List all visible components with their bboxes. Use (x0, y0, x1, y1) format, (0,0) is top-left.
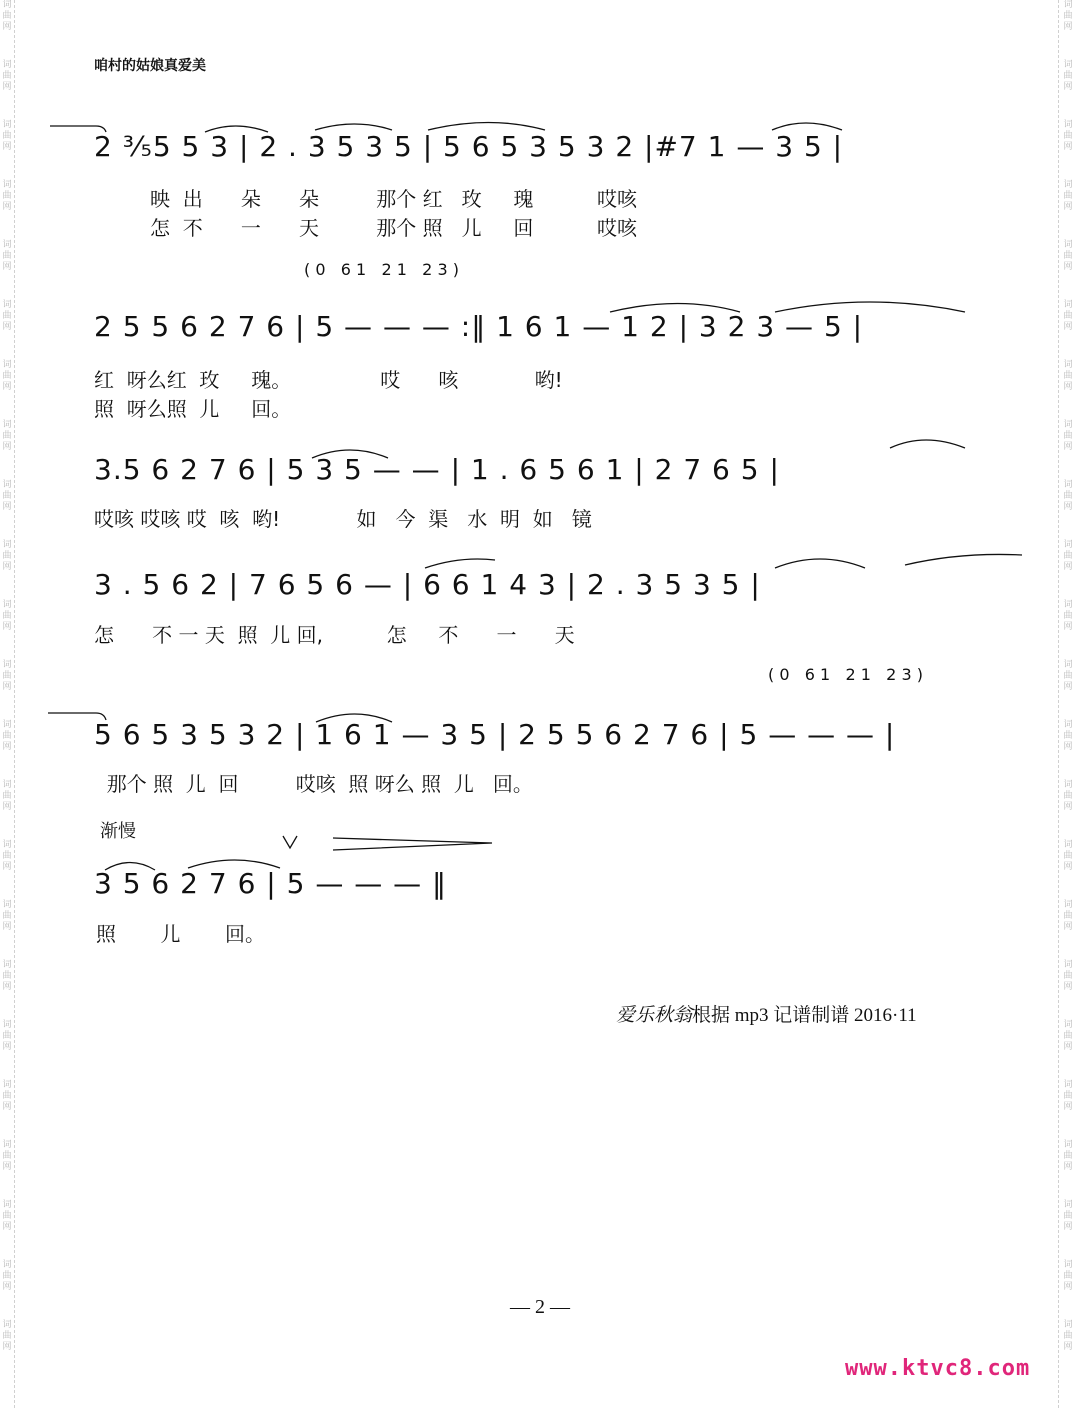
watermark-text: 词 曲 网 (1063, 780, 1073, 812)
slur-mark (50, 126, 106, 132)
watermark-text: 词 曲 网 (2, 720, 12, 752)
watermark-text: 词 曲 网 (2, 240, 12, 272)
watermark-text: 词 曲 网 (1063, 1080, 1073, 1112)
watermark-text: 词 曲 网 (1063, 480, 1073, 512)
slur-mark (205, 126, 268, 132)
watermark-text: 词 曲 网 (1063, 1020, 1073, 1052)
system-5-lyrics: 那个 照 儿 回 哎咳 照 呀么 照 儿 回。 (94, 772, 533, 796)
watermark-text: 词 曲 网 (2, 660, 12, 692)
slur-mark (428, 123, 545, 131)
watermark-text: 词 曲 网 (1063, 120, 1073, 152)
slur-mark (905, 554, 1022, 565)
page-number: — 2 — (510, 1296, 570, 1318)
slur-mark (772, 123, 842, 130)
transcriber-credit (616, 1000, 917, 1027)
watermark-text: 词 曲 网 (2, 1140, 12, 1172)
system-5-notes: 5 6 5 3 5 3 2 | 1 6 1 — 3 5 | 2 5 5 6 2 7 6 | 5 — — — | (94, 718, 896, 751)
site-logo: www.ktvc8.com (845, 1356, 1031, 1381)
slur-mark (890, 440, 965, 448)
slur-mark (105, 863, 155, 871)
watermark-text: 词 曲 网 (2, 1020, 12, 1052)
watermark-text: 词 曲 网 (2, 960, 12, 992)
watermark-text: 词 曲 网 (2, 480, 12, 512)
watermark-text: 词 曲 网 (1063, 960, 1073, 992)
system-6-notes: 3 5 6 2 7 6 | 5 — — — ‖ (94, 867, 448, 900)
system-2-lyrics-verse-2: 照 呀么照 儿 回。 (94, 397, 292, 421)
watermark-text: 词 曲 网 (2, 900, 12, 932)
system-1-lyrics-verse-2: 怎 不 一 天 那个 照 儿 回 哎咳 (150, 216, 638, 240)
slur-mark (775, 559, 865, 568)
system-5-interlude: ( 0 6 1 2 1 2 3 ) (768, 665, 923, 684)
breath-mark (283, 836, 297, 848)
watermark-text: 词 曲 网 (2, 60, 12, 92)
system-1-notes: 2 ³⁄₅5 5 3 | 2 . 3 5 3 5 | 5 6 5 3 5 3 2 |#7 1 — 3 5 | (94, 130, 844, 163)
watermark-text: 词 曲 网 (1063, 360, 1073, 392)
system-3-lyrics: 哎咳 哎咳 哎 咳 哟! 如 今 渠 水 明 如 镜 (94, 507, 592, 531)
watermark-text: 词 曲 网 (2, 300, 12, 332)
watermark-text: 词 曲 网 (2, 180, 12, 212)
system-2-interlude: ( 0 6 1 2 1 2 3 ) (304, 260, 459, 279)
slur-mark (316, 714, 392, 722)
watermark-text: 词 曲 网 (2, 840, 12, 872)
slur-mark (188, 860, 280, 868)
watermark-text: 词 曲 网 (1063, 180, 1073, 212)
decrescendo-mark (333, 838, 492, 850)
song-title: 咱村的姑娘真爱美 (94, 58, 206, 74)
system-4-notes: 3 . 5 6 2 | 7 6 5 6 — | 6 6 1 4 3 | 2 . 3 5 3 5 | (94, 568, 761, 601)
watermark-text: 词 曲 网 (1063, 240, 1073, 272)
watermark-text: 词 曲 网 (2, 0, 12, 32)
watermark-text: 词 曲 网 (2, 1080, 12, 1112)
slur-mark (610, 304, 740, 313)
watermark-text: 词 曲 网 (2, 540, 12, 572)
watermark-text: 词 曲 网 (1063, 720, 1073, 752)
watermark-text: 词 曲 网 (2, 420, 12, 452)
slur-mark (312, 450, 388, 458)
watermark-text: 词 曲 网 (1063, 900, 1073, 932)
watermark-text: 词 曲 网 (1063, 600, 1073, 632)
watermark-text: 词 曲 网 (2, 1260, 12, 1292)
watermark-text: 词 曲 网 (2, 120, 12, 152)
watermark-text: 词 曲 网 (2, 360, 12, 392)
watermark-text: 词 曲 网 (1063, 1200, 1073, 1232)
tempo-marking: 渐慢 (100, 821, 136, 842)
slur-mark (775, 302, 965, 312)
watermark-text: 词 曲 网 (1063, 840, 1073, 872)
watermark-text: 词 曲 网 (2, 780, 12, 812)
system-3-notes: 3.5 6 2 7 6 | 5 3 5 — — | 1 . 6 5 6 1 | 2 7 6 5 | (94, 453, 780, 486)
watermark-text: 词 曲 网 (1063, 1320, 1073, 1352)
transcriber-name: 爱乐秋翁 (616, 1005, 693, 1026)
slur-mark (48, 713, 106, 720)
system-4-lyrics: 怎 不 一 天 照 儿 回, 怎 不 一 天 (94, 623, 575, 647)
watermark-text: 词 曲 网 (1063, 420, 1073, 452)
watermark-text: 词 曲 网 (2, 600, 12, 632)
watermark-text: 词 曲 网 (1063, 300, 1073, 332)
credit-details: 根据 mp3 记谱制谱 2016·11 (692, 1005, 917, 1026)
watermark-text: 词 曲 网 (1063, 60, 1073, 92)
watermark-text: 词 曲 网 (1063, 660, 1073, 692)
slur-mark (315, 124, 392, 130)
watermark-text: 词 曲 网 (1063, 0, 1073, 32)
watermark-text: 词 曲 网 (2, 1320, 12, 1352)
slur-mark (425, 559, 495, 568)
system-6-lyrics: 照 儿 回。 (96, 922, 266, 946)
system-2-lyrics-verse-1: 红 呀么红 玫 瑰。 哎 咳 哟! (94, 368, 563, 392)
watermark-text: 词 曲 网 (1063, 1140, 1073, 1172)
watermark-text: 词 曲 网 (2, 1200, 12, 1232)
watermark-text: 词 曲 网 (1063, 1260, 1073, 1292)
system-1-lyrics-verse-1: 映 出 朵 朵 那个 红 玫 瑰 哎咳 (150, 187, 638, 211)
watermark-text: 词 曲 网 (1063, 540, 1073, 572)
system-2-notes: 2 5 5 6 2 7 6 | 5 — — — :‖ 1 6 1 — 1 2 | 3 2 3 — 5 | (94, 310, 864, 343)
